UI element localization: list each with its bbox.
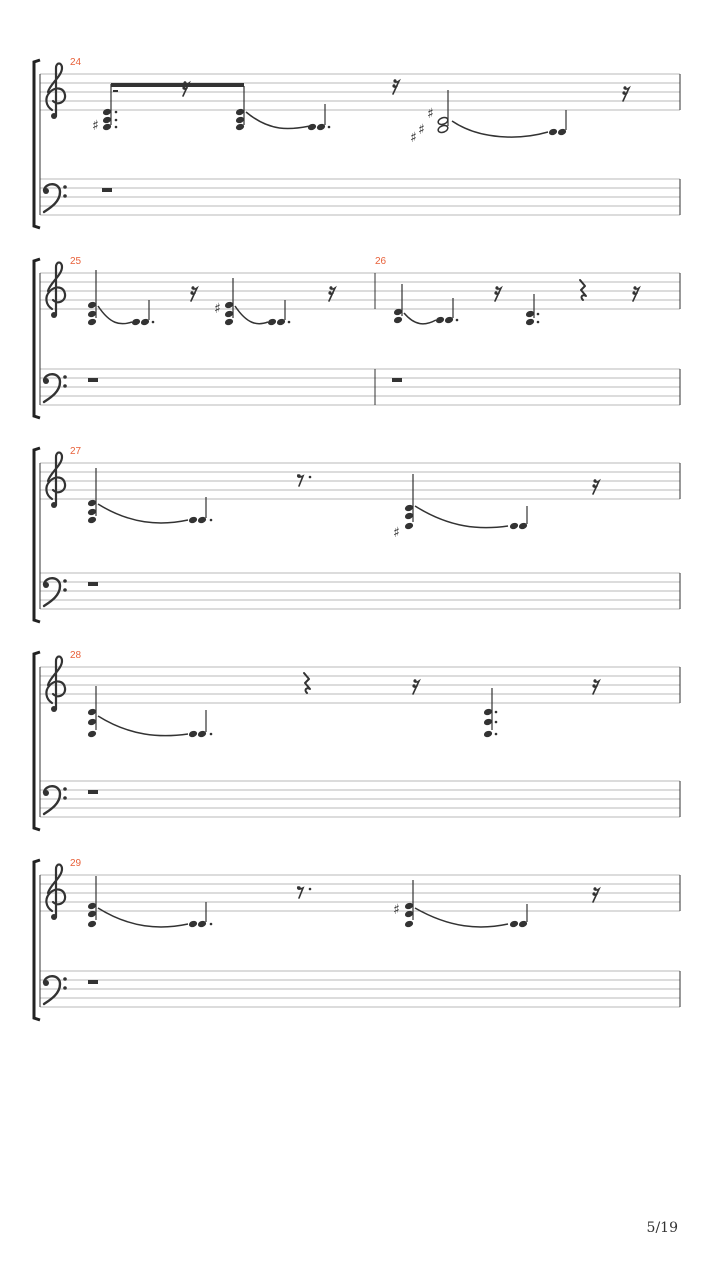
measure-number: 26 [375, 256, 387, 267]
page-number: 5/19 [646, 1220, 678, 1236]
treble-clef-icon [46, 453, 65, 509]
svg-text:♯: ♯ [418, 122, 425, 138]
svg-text:♯: ♯ [393, 902, 400, 918]
svg-text:♯: ♯ [427, 106, 434, 122]
svg-text:♯: ♯ [393, 525, 400, 541]
treble-clef-icon [46, 64, 65, 120]
measure-number: 24 [70, 57, 82, 68]
measure-number: 27 [70, 446, 82, 457]
treble-clef-icon [46, 263, 65, 319]
system-2 [34, 256, 680, 418]
system-3 [34, 446, 680, 622]
svg-text:♯: ♯ [92, 118, 99, 134]
treble-clef-icon [46, 865, 65, 921]
system-4 [34, 650, 680, 830]
svg-text:♯: ♯ [410, 130, 417, 146]
treble-clef-icon [46, 657, 65, 713]
measure-number: 28 [70, 650, 82, 661]
system-5 [34, 858, 680, 1020]
measure-number: 25 [70, 256, 82, 267]
system-1 [34, 57, 680, 228]
measure-number: 29 [70, 858, 82, 869]
svg-text:♯: ♯ [214, 301, 221, 317]
